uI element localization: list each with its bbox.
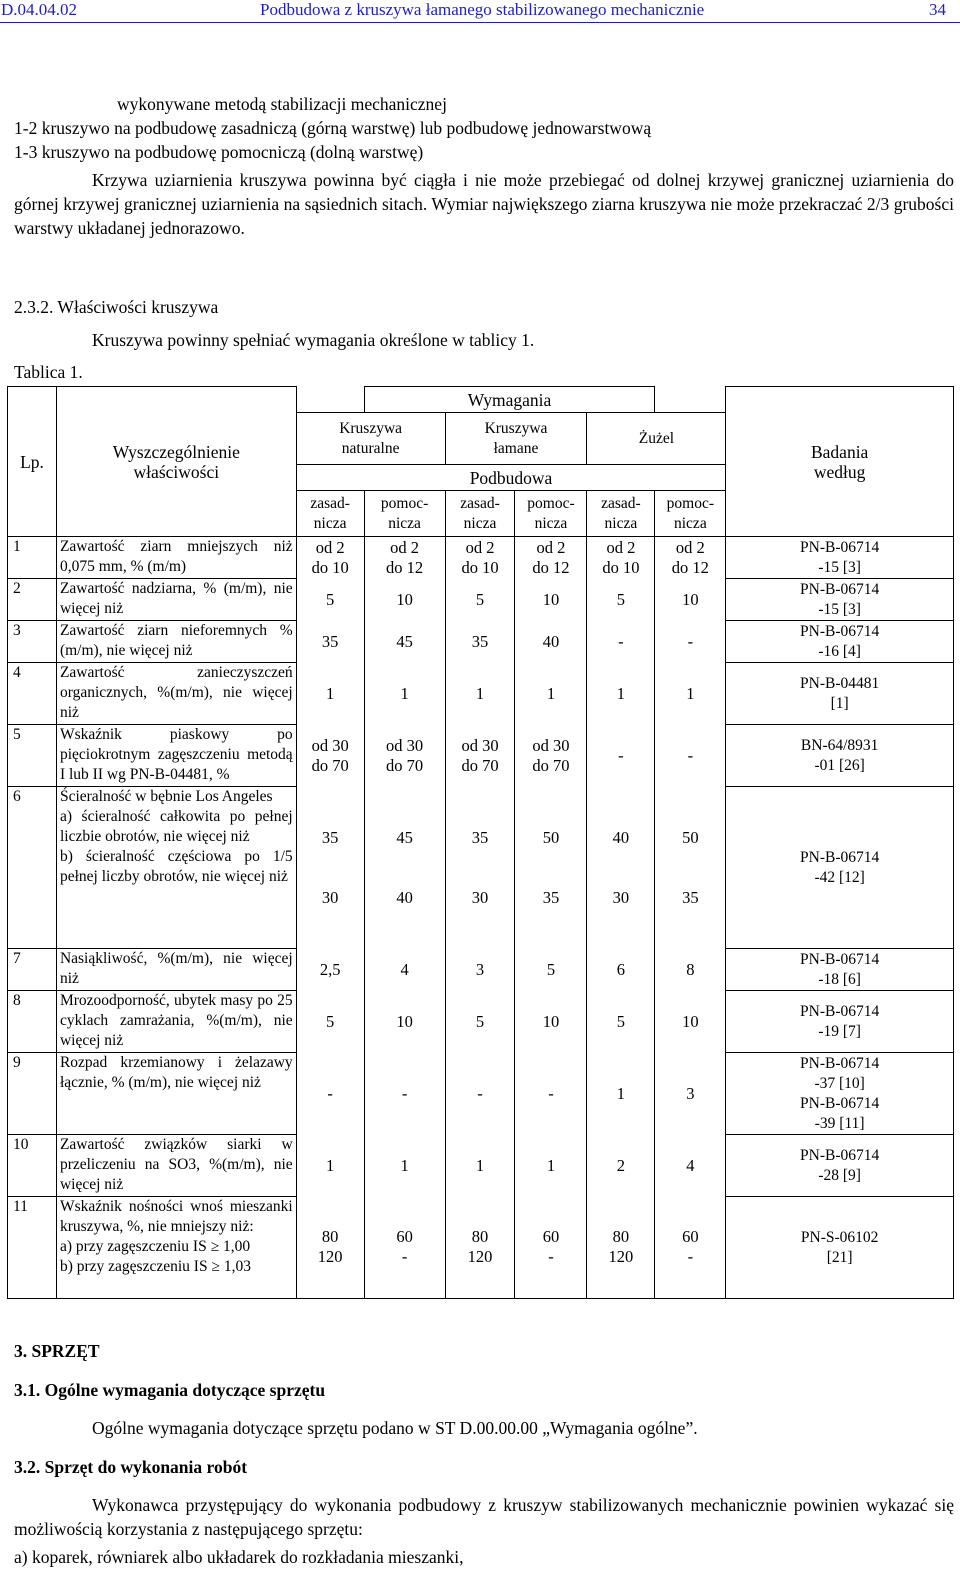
row-description: Nasiąkliwość, %(m/m), nie więcej niż — [56, 949, 296, 991]
row-lp: 7 — [8, 949, 57, 991]
header-kruszywa-naturalne: Kruszywa naturalne — [296, 413, 445, 465]
row-standard: PN-S-06102 [21] — [726, 1197, 954, 1299]
value-nat-pom: od 2 do 12 — [364, 537, 445, 579]
value-zuz-pom: 4 — [655, 1135, 726, 1197]
row-standard: BN-64/8931 -01 [26] — [726, 725, 954, 787]
value-zuz-pom: 50 35 — [655, 787, 726, 949]
value-nat-zas: 1 — [296, 1135, 364, 1197]
value-zuz-zas: 1 — [587, 663, 655, 725]
value-lam-zas: 5 — [445, 579, 515, 621]
value-lam-zas: 80 120 — [445, 1197, 515, 1299]
row-description: Wskaźnik piaskowy po pięciokrotnym zagęszczeniu metodą I lub II wg PN-B-04481, % — [56, 725, 296, 787]
row-lp: 11 — [8, 1197, 57, 1299]
row-lp: 6 — [8, 787, 57, 949]
value-nat-pom: - — [364, 1053, 445, 1135]
table-row — [8, 1135, 954, 1197]
grading-paragraph — [14, 168, 954, 240]
document-title: Podbudowa z kruszywa łamanego stabilizowanego mechanicznie — [260, 0, 705, 19]
value-lam-pom: 1 — [515, 1135, 587, 1197]
row-lp: 9 — [8, 1053, 57, 1135]
row-description: Mrozoodporność, ubytek masy po 25 cyklach zamrażania, %(m/m), nie więcej niż — [56, 991, 296, 1053]
header-zasadnicza: zasad- nicza — [296, 491, 364, 537]
value-nat-pom: od 30 do 70 — [364, 725, 445, 787]
value-lam-pom: 60 - — [515, 1197, 587, 1299]
header-zasadnicza: zasad- nicza — [445, 491, 515, 537]
value-lam-pom: 10 — [515, 991, 587, 1053]
row-lp: 10 — [8, 1135, 57, 1197]
value-nat-pom: 60 - — [364, 1197, 445, 1299]
table-row — [8, 1053, 954, 1135]
header-zuzel: Żużel — [587, 413, 726, 465]
header-pomocnicza: pomoc- nicza — [364, 491, 445, 537]
table-row — [8, 1197, 954, 1299]
section-232-heading: 2.3.2. Właściwości kruszywa — [14, 297, 219, 317]
row-standard: PN-B-06714 -18 [6] — [726, 949, 954, 991]
value-lam-zas: 35 30 — [445, 787, 515, 949]
row-description: Zawartość zanieczyszczeń organicznych, %(m/m), nie więcej niż — [56, 663, 296, 725]
value-zuz-pom: 10 — [655, 991, 726, 1053]
value-nat-zas: - — [296, 1053, 364, 1135]
value-zuz-zas: 5 — [587, 991, 655, 1053]
value-nat-pom: 1 — [364, 1135, 445, 1197]
value-lam-zas: 1 — [445, 663, 515, 725]
header-pomocnicza: pomoc- nicza — [655, 491, 726, 537]
row-standard: PN-B-04481 [1] — [726, 663, 954, 725]
value-nat-pom: 10 — [364, 991, 445, 1053]
header-kruszywa-lamane: Kruszywa łamane — [445, 413, 587, 465]
table-caption: Tablica 1. — [14, 362, 83, 382]
row-lp: 3 — [8, 621, 57, 663]
header-rule — [0, 22, 960, 23]
value-nat-zas: 5 — [296, 991, 364, 1053]
table-row — [8, 537, 954, 579]
grading-text: Krzywa uziarnienia kruszywa powinna być ciągła i nie może przebiegać od dolnej krzywej granicznej uziarnienia do górnej krzywej granicznej uziarnienia na sąsiednich sitach. Wymiar największego ziarna kruszywa nie może przekraczać 2/3 grubości warstwy układanej jednorazowo. — [14, 170, 954, 238]
value-lam-zas: od 2 do 10 — [445, 537, 515, 579]
value-zuz-pom: 10 — [655, 579, 726, 621]
header-wymagania: Wymagania — [364, 387, 655, 413]
row-standard: PN-B-06714 -16 [4] — [726, 621, 954, 663]
value-zuz-zas: 6 — [587, 949, 655, 991]
value-zuz-zas: 2 — [587, 1135, 655, 1197]
value-nat-zas: 1 — [296, 663, 364, 725]
value-nat-zas: 80 120 — [296, 1197, 364, 1299]
row-standard: PN-B-06714 -19 [7] — [726, 991, 954, 1053]
row-description: Zawartość związków siarki w przeliczeniu na SO3, %(m/m), nie więcej niż — [56, 1135, 296, 1197]
table-row — [8, 621, 954, 663]
value-nat-pom: 45 — [364, 621, 445, 663]
row-standard: PN-B-06714 -42 [12] — [726, 787, 954, 949]
header-lp: Lp. — [8, 387, 57, 537]
value-lam-zas: 1 — [445, 1135, 515, 1197]
row-description: Zawartość ziarn mniejszych niż 0,075 mm, % (m/m) — [56, 537, 296, 579]
page-number: 34 — [929, 0, 946, 19]
value-lam-pom: od 2 do 12 — [515, 537, 587, 579]
value-lam-zas: 5 — [445, 991, 515, 1053]
value-nat-zas: od 30 do 70 — [296, 725, 364, 787]
value-nat-pom: 10 — [364, 579, 445, 621]
row-standard: PN-B-06714 -28 [9] — [726, 1135, 954, 1197]
row-standard: PN-B-06714 -15 [3] — [726, 579, 954, 621]
value-zuz-pom: 3 — [655, 1053, 726, 1135]
value-lam-zas: 35 — [445, 621, 515, 663]
value-zuz-zas: 80 120 — [587, 1197, 655, 1299]
row-description: Wskaźnik nośności wnoś mieszanki kruszywa, %, nie mniejszy niż: a) przy zagęszczeniu IS ≥ 1,00 b) przy zagęszczeniu IS ≥ 1,03 — [56, 1197, 296, 1299]
section-32-heading: 3.2. Sprzęt do wykonania robót — [14, 1457, 248, 1477]
row-description: Zawartość nadziarna, % (m/m), nie więcej niż — [56, 579, 296, 621]
header-pomocnicza: pomoc- nicza — [515, 491, 587, 537]
value-lam-pom: 5 — [515, 949, 587, 991]
page-header — [0, 0, 960, 22]
value-zuz-pom: 60 - — [655, 1197, 726, 1299]
intro-line-1: wykonywane metodą stabilizacji mechanicznej — [117, 94, 447, 114]
value-lam-pom: - — [515, 1053, 587, 1135]
value-nat-zas: 35 — [296, 621, 364, 663]
row-description: Ścieralność w bębnie Los Angeles a) ścieralność całkowita po pełnej liczbie obrotów, nie więcej niż b) ścieralność częściowa po 1/5 pełnej liczby obrotów, nie więcej niż — [56, 787, 296, 949]
value-zuz-zas: 1 — [587, 1053, 655, 1135]
value-zuz-pom: od 2 do 12 — [655, 537, 726, 579]
row-lp: 2 — [8, 579, 57, 621]
value-zuz-pom: - — [655, 725, 726, 787]
header-podbudowa: Podbudowa — [296, 465, 726, 491]
section-31-text: Ogólne wymagania dotyczące sprzętu podano w ST D.00.00.00 „Wymagania ogólne”. — [92, 1418, 698, 1438]
row-lp: 1 — [8, 537, 57, 579]
section-31-heading: 3.1. Ogólne wymagania dotyczące sprzętu — [14, 1380, 326, 1400]
value-lam-pom: 40 — [515, 621, 587, 663]
table-row — [8, 725, 954, 787]
value-zuz-pom: 1 — [655, 663, 726, 725]
row-description: Rozpad krzemianowy i żelazawy łącznie, % (m/m), nie więcej niż — [56, 1053, 296, 1135]
value-lam-pom: 10 — [515, 579, 587, 621]
value-lam-zas: od 30 do 70 — [445, 725, 515, 787]
value-nat-pom: 4 — [364, 949, 445, 991]
row-lp: 8 — [8, 991, 57, 1053]
value-lam-pom: od 30 do 70 — [515, 725, 587, 787]
value-zuz-zas: od 2 do 10 — [587, 537, 655, 579]
section-3-heading: 3. SPRZĘT — [14, 1341, 100, 1361]
table-row — [8, 579, 954, 621]
value-nat-pom: 45 40 — [364, 787, 445, 949]
table-row — [8, 991, 954, 1053]
section-232-text: Kruszywa powinny spełniać wymagania określone w tablicy 1. — [92, 330, 535, 350]
value-zuz-pom: 8 — [655, 949, 726, 991]
intro-line-3: 1-3 kruszywo na podbudowę pomocniczą (dolną warstwę) — [14, 142, 424, 162]
table-row — [8, 663, 954, 725]
value-nat-zas: 2,5 — [296, 949, 364, 991]
value-lam-zas: 3 — [445, 949, 515, 991]
requirements-table — [7, 386, 954, 1299]
row-lp: 4 — [8, 663, 57, 725]
value-lam-pom: 50 35 — [515, 787, 587, 949]
header-description: Wyszczególnienie właściwości — [56, 387, 296, 537]
value-zuz-pom: - — [655, 621, 726, 663]
table-row — [8, 787, 954, 949]
intro-line-2: 1-2 kruszywo na podbudowę zasadniczą (górną warstwę) lub podbudowę jednowarstwową — [14, 118, 652, 138]
list-item-a: a) koparek, równiarek albo układarek do rozkładania mieszanki, — [14, 1547, 464, 1567]
document-code: D.04.04.02 — [1, 0, 78, 19]
section-32-text: Wykonawca przystępujący do wykonania podbudowy z kruszyw stabilizowanych mechanicznie powinien wykazać się możliwością korzystania z następującego sprzętu: — [14, 1495, 954, 1539]
value-nat-zas: 35 30 — [296, 787, 364, 949]
header-zasadnicza: zasad- nicza — [587, 491, 655, 537]
value-nat-zas: 5 — [296, 579, 364, 621]
value-zuz-zas: - — [587, 621, 655, 663]
value-nat-zas: od 2 do 10 — [296, 537, 364, 579]
value-nat-pom: 1 — [364, 663, 445, 725]
value-zuz-zas: 40 30 — [587, 787, 655, 949]
table-body — [8, 537, 954, 1299]
header-badania: Badania według — [726, 387, 954, 537]
value-lam-zas: - — [445, 1053, 515, 1135]
row-standard: PN-B-06714 -37 [10] PN-B-06714 -39 [11] — [726, 1053, 954, 1135]
value-zuz-zas: 5 — [587, 579, 655, 621]
section-32-paragraph — [14, 1493, 954, 1541]
row-lp: 5 — [8, 725, 57, 787]
table-row — [8, 949, 954, 991]
value-zuz-zas: - — [587, 725, 655, 787]
row-standard: PN-B-06714 -15 [3] — [726, 537, 954, 579]
row-description: Zawartość ziarn nieforemnych %(m/m), nie więcej niż — [56, 621, 296, 663]
value-lam-pom: 1 — [515, 663, 587, 725]
